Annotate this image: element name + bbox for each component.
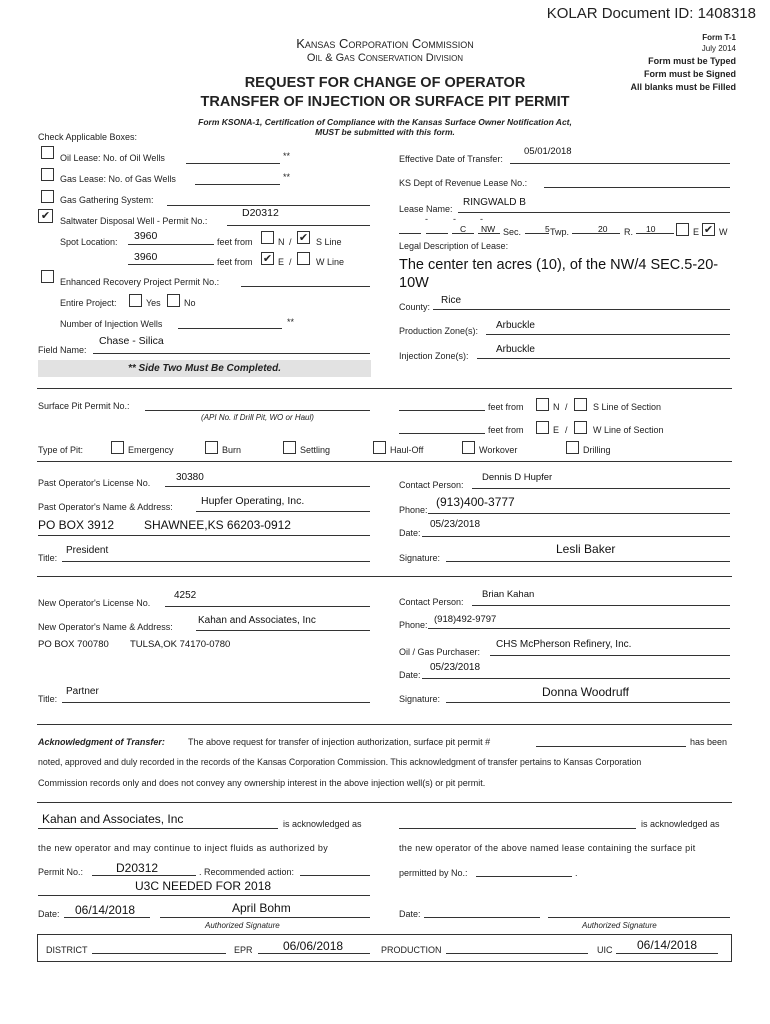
ack-company-field[interactable] xyxy=(38,828,278,829)
new-addr-2: TULSA,OK 74170-0780 xyxy=(130,639,231,650)
form-title-1: REQUEST FOR CHANGE OF OPERATOR xyxy=(244,75,526,91)
new-name-field[interactable] xyxy=(196,630,370,631)
new-phone-label: Phone: xyxy=(399,620,428,630)
entire-yes-label: Yes xyxy=(146,298,161,308)
past-title-value: President xyxy=(66,545,109,556)
gas-wells-field[interactable] xyxy=(195,184,280,185)
ack-rec-label: . Recommended action: xyxy=(199,867,295,877)
slash-1: / xyxy=(289,237,292,247)
lease-name-value: RINGWALD B xyxy=(463,197,526,208)
pit-workover-label: Workover xyxy=(479,445,518,455)
county-label: County: xyxy=(399,302,431,312)
n-checkbox[interactable] xyxy=(261,231,274,244)
slash-2: / xyxy=(289,257,292,267)
ack-sig-field-right[interactable] xyxy=(548,917,730,918)
ack-right-field[interactable] xyxy=(399,828,636,829)
pit-emergency-checkbox[interactable] xyxy=(111,441,124,454)
lease-name-label: Lease Name: xyxy=(399,204,453,214)
range-e-checkbox[interactable] xyxy=(676,223,689,236)
legal-desc-line-1: The center ten acres (10), of the NW/4 SEC.5-20- xyxy=(399,257,719,273)
uic-label: UIC xyxy=(597,945,613,955)
twp-label: Twp. xyxy=(550,227,570,237)
oil-wells-stars: ** xyxy=(283,151,291,161)
past-addr-2: SHAWNEE,KS 66203-0912 xyxy=(144,518,291,532)
pit-settling-checkbox[interactable] xyxy=(283,441,296,454)
new-phone-value: (918)492-9797 xyxy=(434,614,497,625)
field-name-label: Field Name: xyxy=(38,345,87,355)
past-phone-value: (913)400-3777 xyxy=(436,495,515,509)
new-sig-field[interactable] xyxy=(446,702,730,703)
past-date-field[interactable] xyxy=(422,536,730,537)
twp-field[interactable] xyxy=(572,233,620,234)
range-label: R. xyxy=(624,227,633,237)
pit-settling-label: Settling xyxy=(300,445,331,455)
gas-lease-checkbox[interactable] xyxy=(41,168,54,181)
epr-field[interactable] xyxy=(258,953,370,954)
purchaser-label: Oil / Gas Purchaser: xyxy=(399,647,481,657)
entire-yes-checkbox[interactable] xyxy=(129,294,142,307)
pit-drilling-checkbox[interactable] xyxy=(566,441,579,454)
new-title-label: Title: xyxy=(38,694,58,704)
new-sig-label: Signature: xyxy=(399,694,441,704)
ack-left-text: the new operator and may continue to inject fluids as authorized by xyxy=(38,843,329,853)
pit-w-checkbox[interactable] xyxy=(574,421,587,434)
new-contact-label: Contact Person: xyxy=(399,597,464,607)
qtr-field-1[interactable] xyxy=(399,233,421,234)
past-contact-field[interactable] xyxy=(472,488,730,489)
qtr-field-2[interactable] xyxy=(426,233,448,234)
pit-s-checkbox[interactable] xyxy=(574,398,587,411)
new-title-value: Partner xyxy=(66,686,99,697)
check-boxes-label: Check Applicable Boxes: xyxy=(38,132,138,142)
pit-e-label: E xyxy=(553,425,560,435)
ack-date-value: 06/14/2018 xyxy=(75,903,136,917)
qtr-nw-value: NW xyxy=(481,224,496,234)
past-phone-label: Phone: xyxy=(399,505,428,515)
swd-checkbox[interactable]: ✔ xyxy=(38,209,53,223)
ack-permit-label: Permit No.: xyxy=(38,867,84,877)
oil-lease-label: Oil Lease: No. of Oil Wells xyxy=(60,153,165,163)
surface-pit-field[interactable] xyxy=(145,410,370,411)
num-injection-field[interactable] xyxy=(178,328,282,329)
ack-has-been: has been xyxy=(690,737,728,747)
new-phone-field[interactable] xyxy=(428,628,730,629)
pit-w-line-label: W Line of Section xyxy=(593,425,664,435)
ack-period: . xyxy=(575,868,578,878)
sec-value: 5 xyxy=(545,224,550,234)
divider-5 xyxy=(37,802,732,803)
surface-pit-label: Surface Pit Permit No.: xyxy=(38,401,130,411)
divider-4 xyxy=(37,724,732,725)
ack-heading: Acknowledgment of Transfer: xyxy=(38,737,165,747)
new-date-field[interactable] xyxy=(422,678,730,679)
oil-wells-field[interactable] xyxy=(186,163,280,164)
spot-location-label: Spot Location: xyxy=(60,237,118,247)
new-license-label: New Operator's License No. xyxy=(38,598,151,608)
qtr-dash-1: - xyxy=(425,214,428,224)
past-phone-field[interactable] xyxy=(428,513,730,514)
past-title-label: Title: xyxy=(38,553,58,563)
qtr-dash-3: - xyxy=(480,214,483,224)
ack-permit-field[interactable] xyxy=(536,746,686,747)
lease-name-field[interactable] xyxy=(458,212,730,213)
legal-desc-line-2: 10W xyxy=(399,275,429,291)
uic-field[interactable] xyxy=(616,953,718,954)
w-line-label: W Line xyxy=(316,257,345,267)
e-label: E xyxy=(278,257,285,267)
purchaser-value: CHS McPherson Refinery, Inc. xyxy=(496,639,632,650)
new-sig-value: Donna Woodruff xyxy=(542,685,629,699)
ack-rec-field[interactable] xyxy=(300,875,370,876)
pit-s-line-label: S Line of Section xyxy=(593,402,662,412)
ks-dept-field[interactable] xyxy=(544,187,730,188)
range-value: 10 xyxy=(646,224,656,234)
feet-from-label-2: feet from xyxy=(217,257,253,267)
ack-sig-value: April Bohm xyxy=(232,901,291,915)
spot-ft2-field[interactable] xyxy=(128,264,214,265)
district-label: DISTRICT xyxy=(46,945,88,955)
spot-ft1-field[interactable] xyxy=(128,244,214,245)
enhanced-recovery-label: Enhanced Recovery Project Permit No.: xyxy=(60,277,220,287)
pit-slash-1: / xyxy=(565,402,568,412)
qtr-c-value: C xyxy=(460,224,467,234)
pit-hauloff-checkbox[interactable] xyxy=(373,441,386,454)
note-typed: Form must be Typed xyxy=(648,56,736,66)
ack-date-label-right: Date: xyxy=(399,909,421,919)
prod-zone-value: Arbuckle xyxy=(496,320,535,331)
auth-sig-left: Authorized Signature xyxy=(205,921,280,930)
field-name-value: Chase - Silica xyxy=(99,335,164,347)
ack-rec-value: U3C NEEDED FOR 2018 xyxy=(135,879,272,893)
eff-date-field[interactable] xyxy=(510,163,730,164)
ack-rec-line-2[interactable] xyxy=(38,895,370,896)
subtitle-ksona: Form KSONA-1, Certification of Compliance with the Kansas Surface Owner Notification Act, xyxy=(198,117,572,127)
inj-zone-field[interactable] xyxy=(477,358,730,359)
entire-no-label: No xyxy=(184,298,196,308)
ack-sig-field-left[interactable] xyxy=(160,917,370,918)
new-license-value: 4252 xyxy=(174,590,197,601)
county-field[interactable] xyxy=(433,309,730,310)
gas-gathering-checkbox[interactable] xyxy=(41,190,54,203)
pit-emergency-label: Emergency xyxy=(128,445,174,455)
pit-ft1-field[interactable] xyxy=(399,410,485,411)
pit-workover-checkbox[interactable] xyxy=(462,441,475,454)
spot-ft2-value: 3960 xyxy=(134,251,158,263)
spot-ft1-value: 3960 xyxy=(134,230,158,242)
twp-value: 20 xyxy=(598,224,608,234)
pit-feet-from-1: feet from xyxy=(488,402,524,412)
pit-burn-label: Burn xyxy=(222,445,242,455)
ack-line-1: The above request for transfer of injection authorization, surface pit permit # xyxy=(188,737,491,747)
past-sig-label: Signature: xyxy=(399,553,441,563)
pit-n-label: N xyxy=(553,402,560,412)
note-filled: All blanks must be Filled xyxy=(630,82,736,92)
swd-permit-field[interactable] xyxy=(227,225,370,226)
new-license-field[interactable] xyxy=(165,606,370,607)
new-date-value: 05/23/2018 xyxy=(430,662,481,673)
new-title-field[interactable] xyxy=(62,702,370,703)
gas-wells-stars: ** xyxy=(283,172,291,182)
n-label: N xyxy=(278,237,285,247)
production-field[interactable] xyxy=(446,953,588,954)
prod-zone-field[interactable] xyxy=(486,334,730,335)
auth-sig-right: Authorized Signature xyxy=(582,921,657,930)
pit-ft2-field[interactable] xyxy=(399,433,485,434)
past-license-field[interactable] xyxy=(165,486,370,487)
divider-3 xyxy=(37,576,732,577)
past-license-label: Past Operator's License No. xyxy=(38,478,151,488)
enhanced-recovery-checkbox[interactable] xyxy=(41,270,54,283)
new-contact-field[interactable] xyxy=(472,605,730,606)
pit-slash-2: / xyxy=(565,425,568,435)
new-date-label: Date: xyxy=(399,670,421,680)
subtitle-must: MUST be submitted with this form. xyxy=(315,127,455,137)
new-name-value: Kahan and Associates, Inc xyxy=(198,615,316,626)
ks-dept-label: KS Dept of Revenue Lease No.: xyxy=(399,178,528,188)
num-injection-label: Number of Injection Wells xyxy=(60,319,163,329)
w-checkbox[interactable] xyxy=(297,252,310,265)
past-date-value: 05/23/2018 xyxy=(430,519,481,530)
past-license-value: 30380 xyxy=(176,472,204,483)
past-date-label: Date: xyxy=(399,528,421,538)
gas-gathering-label: Gas Gathering System: xyxy=(60,195,154,205)
range-e-label: E xyxy=(693,227,700,237)
ack-permitted-by-field[interactable] xyxy=(476,876,572,877)
ack-line-2: noted, approved and duly recorded in the records of the Kansas Corporation Commission. This acknowledgment of transfer pertains to Kansas Corporation xyxy=(38,757,642,767)
new-name-label: New Operator's Name & Address: xyxy=(38,622,173,632)
agency-name: Kansas Corporation Commission xyxy=(296,36,474,51)
pit-e-checkbox[interactable] xyxy=(536,421,549,434)
qtr-dash-2: - xyxy=(453,214,456,224)
past-contact-value: Dennis D Hupfer xyxy=(482,472,553,483)
ack-is-ack-right: is acknowledged as xyxy=(641,819,720,829)
past-name-value: Hupfer Operating, Inc. xyxy=(201,495,305,507)
ack-permit-value: D20312 xyxy=(116,861,159,875)
ack-date-field[interactable] xyxy=(64,917,150,918)
swd-permit-value: D20312 xyxy=(242,207,279,219)
past-sig-value: Lesli Baker xyxy=(556,542,616,556)
gas-lease-label: Gas Lease: No. of Gas Wells xyxy=(60,174,176,184)
ack-permitted-by-label: permitted by No.: xyxy=(399,868,468,878)
past-addr-field[interactable] xyxy=(38,535,370,536)
gas-gathering-field[interactable] xyxy=(167,205,370,206)
district-field[interactable] xyxy=(92,953,226,954)
api-note: (API No. if Drill Pit, WO or Haul) xyxy=(201,413,314,422)
epr-value: 06/06/2018 xyxy=(283,939,344,953)
past-name-field[interactable] xyxy=(196,511,370,512)
divider-2 xyxy=(37,461,732,462)
purchaser-field[interactable] xyxy=(490,655,730,656)
form-title-2: TRANSFER OF INJECTION OR SURFACE PIT PERMIT xyxy=(200,94,570,110)
feet-from-label-1: feet from xyxy=(217,237,253,247)
pit-feet-from-2: feet from xyxy=(488,425,524,435)
kolar-doc-id: KOLAR Document ID: 1408318 xyxy=(546,5,756,22)
e-checkbox[interactable]: ✔ xyxy=(262,253,273,265)
division-name: Oil & Gas Conservation Division xyxy=(306,52,464,64)
legal-desc-label: Legal Description of Lease: xyxy=(399,241,509,251)
pit-drilling-label: Drilling xyxy=(583,445,611,455)
oil-lease-checkbox[interactable] xyxy=(41,146,54,159)
eff-date-value: 05/01/2018 xyxy=(524,146,572,157)
inj-zone-label: Injection Zone(s): xyxy=(399,351,469,361)
divider-1 xyxy=(37,388,732,389)
prod-zone-label: Production Zone(s): xyxy=(399,326,479,336)
past-contact-label: Contact Person: xyxy=(399,480,464,490)
new-addr-1: PO BOX 700780 xyxy=(38,639,109,650)
entire-no-checkbox[interactable] xyxy=(167,294,180,307)
ack-permit-no-field[interactable] xyxy=(92,875,196,876)
epr-label: EPR xyxy=(234,945,253,955)
ack-date-label: Date: xyxy=(38,909,60,919)
s-checkbox[interactable]: ✔ xyxy=(298,232,309,244)
swd-label: Saltwater Disposal Well - Permit No.: xyxy=(60,216,208,226)
num-injection-stars: ** xyxy=(287,317,295,327)
side-two-banner: ** Side Two Must Be Completed. xyxy=(38,360,371,377)
ack-date-field-right[interactable] xyxy=(424,917,540,918)
ack-company-value: Kahan and Associates, Inc xyxy=(42,812,184,826)
form-date: July 2014 xyxy=(701,44,736,53)
past-title-field[interactable] xyxy=(62,561,370,562)
past-sig-field[interactable] xyxy=(446,561,730,562)
pit-n-checkbox[interactable] xyxy=(536,398,549,411)
eff-date-label: Effective Date of Transfer: xyxy=(399,154,503,164)
sec-label: Sec. xyxy=(503,227,522,237)
new-contact-value: Brian Kahan xyxy=(482,589,535,600)
production-label: PRODUCTION xyxy=(381,945,442,955)
ack-right-text: the new operator of the above named lease containing the surface pit xyxy=(399,843,696,853)
type-of-pit-label: Type of Pit: xyxy=(38,445,84,455)
range-w-label: W xyxy=(719,227,728,237)
ack-line-3: Commission records only and does not convey any ownership interest in the above injection well(s) or pit permit. xyxy=(38,778,486,788)
form-number: Form T-1 xyxy=(702,33,736,42)
field-name-field[interactable] xyxy=(93,353,370,354)
ack-is-ack-left: is acknowledged as xyxy=(283,819,362,829)
range-w-checkbox[interactable]: ✔ xyxy=(703,224,714,236)
county-value: Rice xyxy=(441,295,462,306)
enhanced-recovery-field[interactable] xyxy=(241,286,370,287)
uic-value: 06/14/2018 xyxy=(637,938,698,952)
pit-burn-checkbox[interactable] xyxy=(205,441,218,454)
s-line-label: S Line xyxy=(316,237,342,247)
pit-hauloff-label: Haul-Off xyxy=(390,445,424,455)
inj-zone-value: Arbuckle xyxy=(496,344,535,355)
past-name-label: Past Operator's Name & Address: xyxy=(38,502,173,512)
note-signed: Form must be Signed xyxy=(643,69,736,79)
entire-project-label: Entire Project: xyxy=(60,298,117,308)
past-addr-1: PO BOX 3912 xyxy=(38,518,115,532)
